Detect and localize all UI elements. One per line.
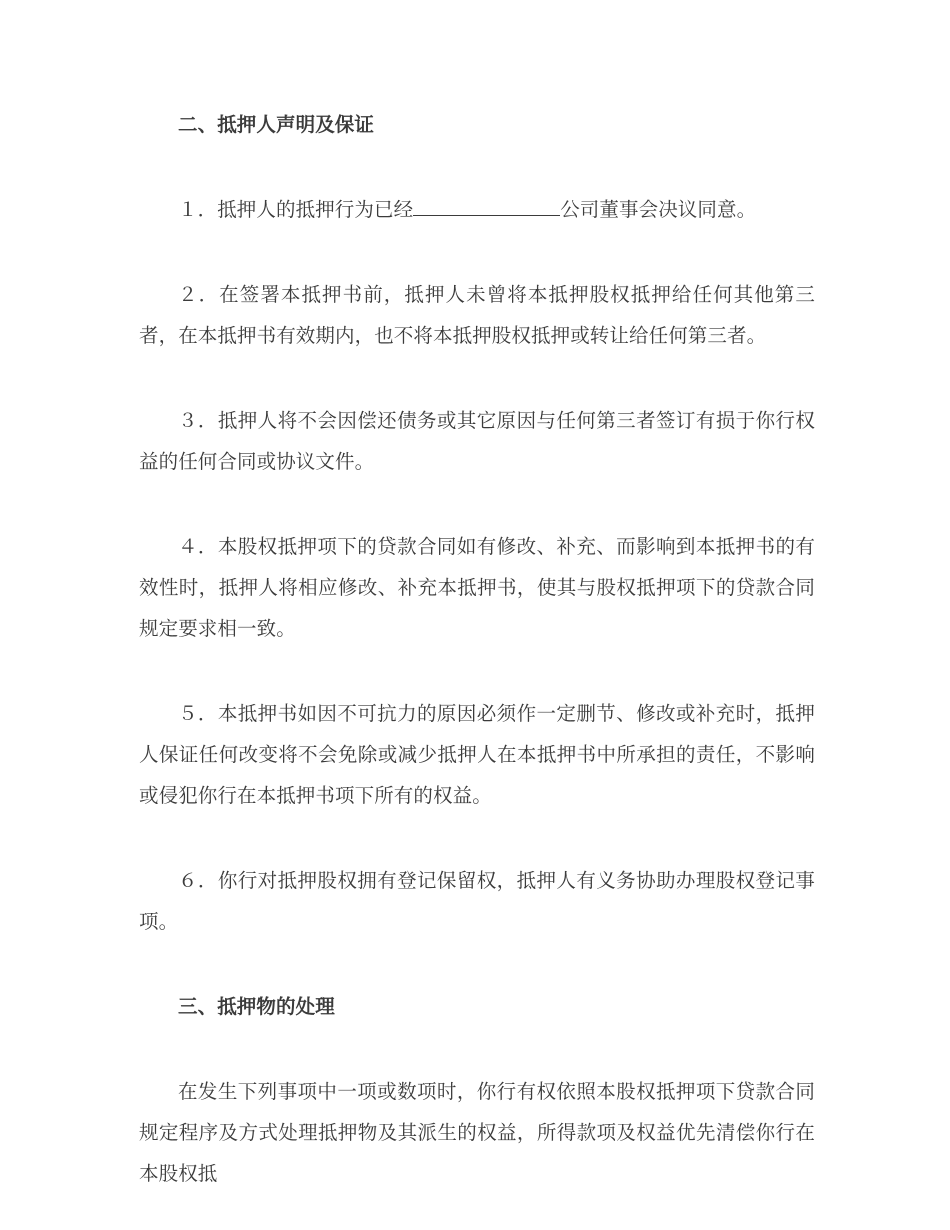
clause-4-paragraph: ４．本股权抵押项下的贷款合同如有修改、补充、而影响到本抵押书的有效性时，抵押人将相应修改、补充本抵押书，使其与股权抵押项下的贷款合同规定要求相一致。 — [139, 535, 815, 640]
clause-1-paragraph — [139, 189, 815, 230]
clause-3-paragraph: ３．抵押人将不会因偿还债务或其它原因与任何第三者签订有损于你行权益的任何合同或协议文件。 — [139, 409, 815, 473]
clause-5-paragraph: ５．本抵押书如因不可抗力的原因必须作一定删节、修改或补充时，抵押人保证任何改变将不会免除或减少抵押人在本抵押书中所承担的责任，不影响或侵犯你行在本抵押书项下所有的权益。 — [139, 702, 815, 807]
clause-2-paragraph: ２．在签署本抵押书前，抵押人未曾将本抵押股权抵押给任何其他第三者，在本抵押书有效期内，也不将本抵押股权抵押或转让给任何第三者。 — [139, 283, 815, 347]
section-heading-three: 三、抵押物的处理 — [178, 995, 335, 1018]
section-heading-two: 二、抵押人声明及保证 — [178, 113, 375, 136]
clause-7-paragraph: 在发生下列事项中一项或数项时，你行有权依照本股权抵押项下贷款合同规定程序及方式处理抵押物及其派生的权益，所得款项及权益优先清偿你行在本股权抵 — [139, 1080, 815, 1185]
document-text-column — [139, 104, 815, 1194]
clause-6-paragraph: ６．你行对抵押股权拥有登记保留权，抵押人有义务协助办理股权登记事项。 — [139, 869, 815, 933]
fill-in-blank-company-name[interactable] — [413, 197, 560, 216]
clause-1-text-before-blank: １．抵押人的抵押行为已经 — [178, 198, 414, 221]
clause-1-text-after-blank: 公司董事会决议同意。 — [560, 198, 757, 221]
